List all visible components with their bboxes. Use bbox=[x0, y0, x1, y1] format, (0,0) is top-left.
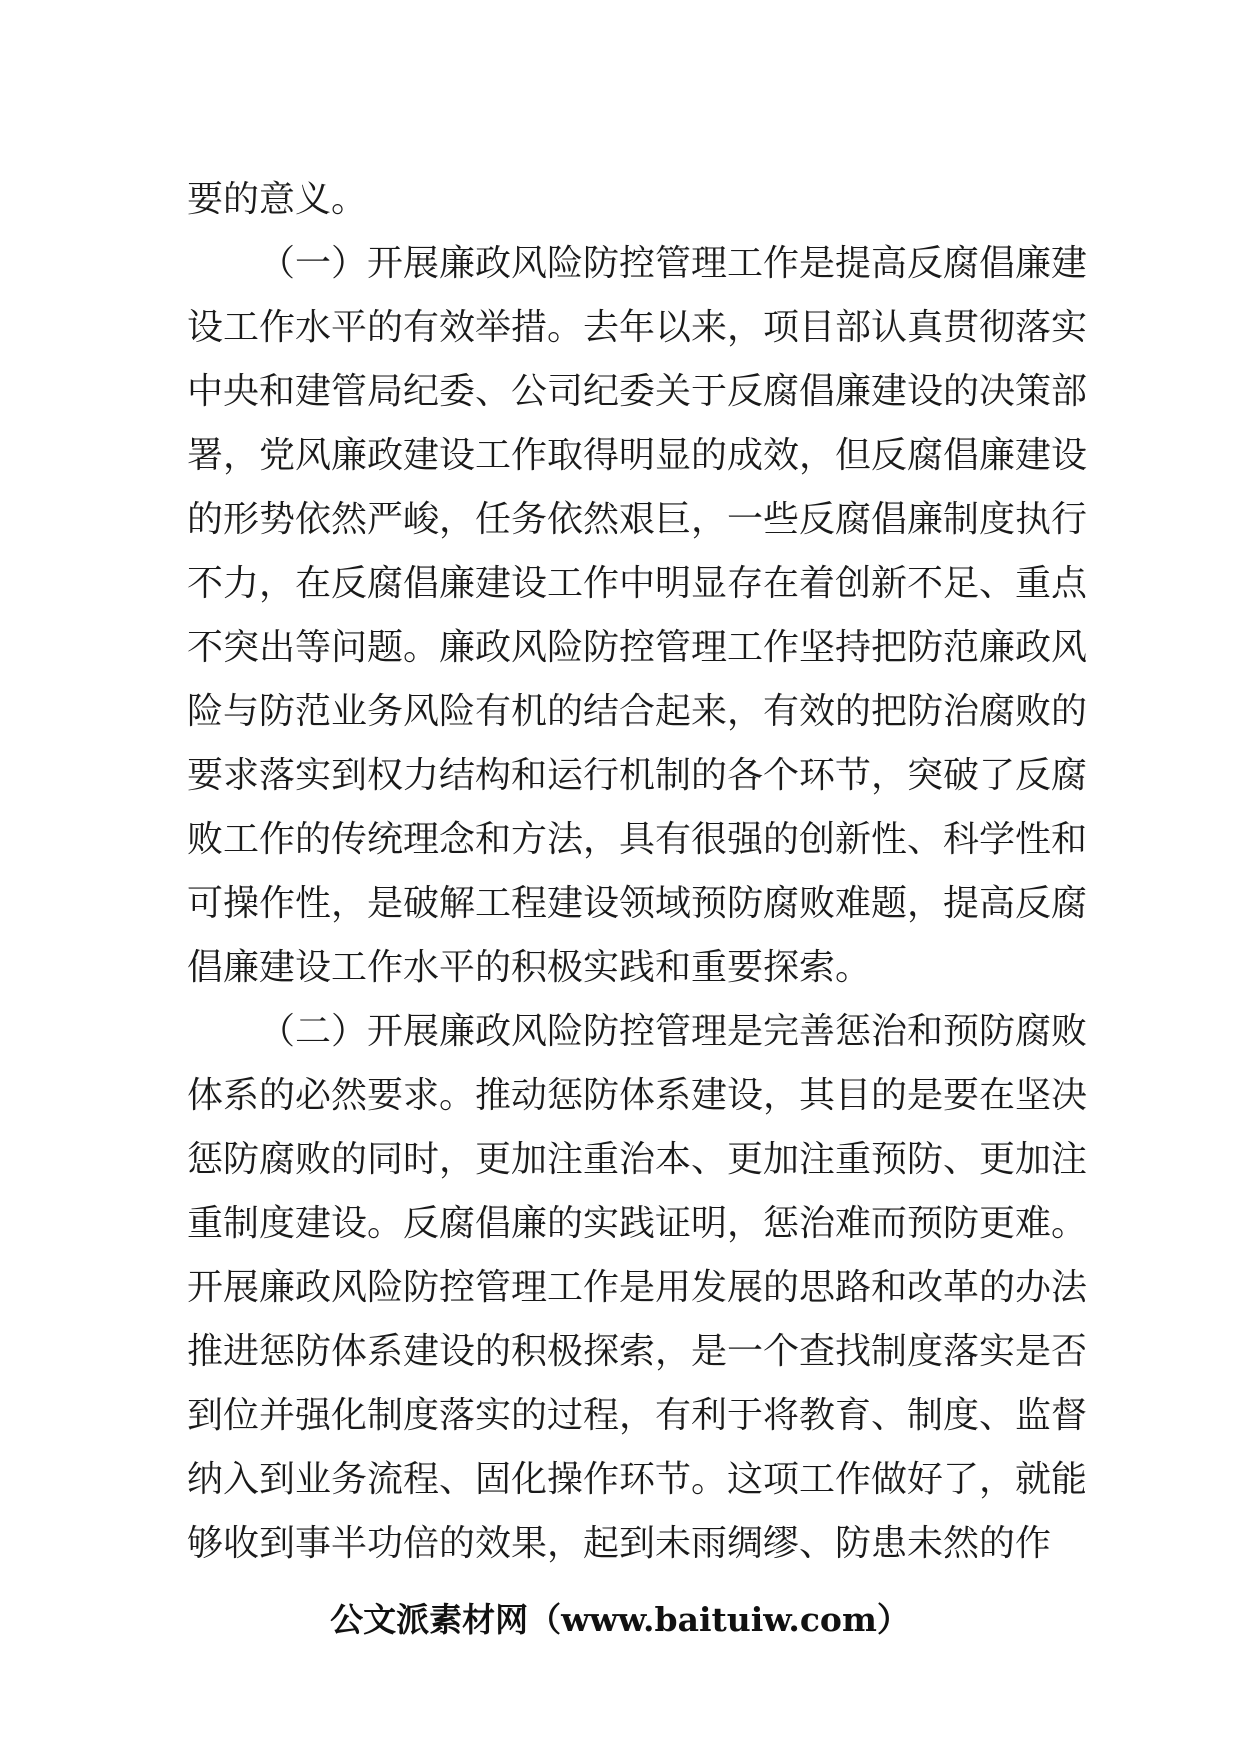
text-line: 险与防范业务风险有机的结合起来，有效的把防治腐败的 bbox=[187, 691, 1088, 732]
paragraph-heading-line: （一）开展廉政风险防控管理工作是提高反腐倡廉建 bbox=[259, 243, 1088, 284]
text-line: 设工作水平的有效举措。去年以来，项目部认真贯彻落实 bbox=[187, 307, 1088, 348]
text-line: 开展廉政风险防控管理工作是用发展的思路和改革的办法 bbox=[187, 1267, 1088, 1308]
text-line: 中央和建管局纪委、公司纪委关于反腐倡廉建设的决策部 bbox=[187, 371, 1088, 412]
text-line: 倡廉建设工作水平的积极实践和重要探索。 bbox=[187, 947, 872, 988]
text-line: 推进惩防体系建设的积极探索，是一个查找制度落实是否 bbox=[187, 1331, 1088, 1372]
text-line: 够收到事半功倍的效果，起到未雨绸缪、防患未然的作 bbox=[187, 1523, 1052, 1564]
page-footer-watermark: 公文派素材网（www.baituiw.com） bbox=[330, 1600, 910, 1639]
text-line: 到位并强化制度落实的过程，有利于将教育、制度、监督 bbox=[187, 1395, 1088, 1436]
text-line: 的形势依然严峻，任务依然艰巨，一些反腐倡廉制度执行 bbox=[187, 499, 1088, 540]
text-line: 惩防腐败的同时，更加注重治本、更加注重预防、更加注 bbox=[187, 1139, 1088, 1180]
text-line: 不突出等问题。廉政风险防控管理工作坚持把防范廉政风 bbox=[187, 627, 1088, 668]
text-line: 要求落实到权力结构和运行机制的各个环节，突破了反腐 bbox=[187, 755, 1088, 796]
text-line: 不力，在反腐倡廉建设工作中明显存在着创新不足、重点 bbox=[187, 563, 1088, 604]
text-line: 要的意义。 bbox=[187, 179, 368, 220]
text-line: 可操作性，是破解工程建设领域预防腐败难题，提高反腐 bbox=[187, 883, 1088, 924]
text-line: 重制度建设。反腐倡廉的实践证明，惩治难而预防更难。 bbox=[187, 1203, 1088, 1244]
text-line: 纳入到业务流程、固化操作环节。这项工作做好了，就能 bbox=[187, 1459, 1088, 1500]
body-text bbox=[187, 168, 1088, 1576]
paragraph-heading-line: （二）开展廉政风险防控管理是完善惩治和预防腐败 bbox=[259, 1011, 1088, 1052]
text-line: 体系的必然要求。推动惩防体系建设，其目的是要在坚决 bbox=[187, 1075, 1088, 1116]
text-line: 署，党风廉政建设工作取得明显的成效，但反腐倡廉建设 bbox=[187, 435, 1088, 476]
text-line: 败工作的传统理念和方法，具有很强的创新性、科学性和 bbox=[187, 819, 1088, 860]
